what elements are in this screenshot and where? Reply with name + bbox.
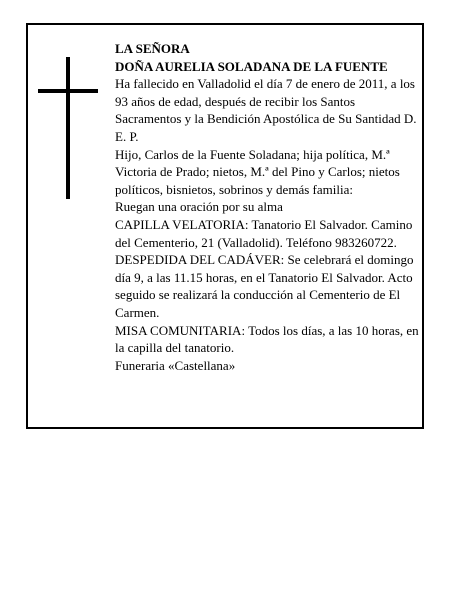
deceased-name: DOÑA AURELIA SOLADANA DE LA FUENTE <box>115 58 388 74</box>
chapel-info: CAPILLA VELATORIA: Tanatorio El Salvador. Camino del Cementerio, 21 (Valladolid). Teléfono 983260722. <box>115 216 413 250</box>
cross-vertical-bar <box>66 57 70 199</box>
obituary-notice <box>26 23 424 429</box>
notice-body <box>115 40 420 374</box>
funeral-home: Funeraria «Castellana» <box>115 357 236 373</box>
notice-title: LA SEÑORA <box>115 41 190 56</box>
farewell-info: DESPEDIDA DEL CADÁVER: Se celebrará el domingo día 9, a las 11.15 horas, en el Tanatorio El Salvador. Acto seguido se realizará la conducción al Cementerio de El Carmen. <box>115 252 414 320</box>
family-list: Hijo, Carlos de la Fuente Soladana; hija política, M.ª Victoria de Prado; nietos, M.ª del Pino y Carlos; nietos políticos, bisnietos, sobrinos y demás familia: <box>115 146 400 197</box>
prayer-request: Ruegan una oración por su alma <box>115 199 283 215</box>
cross-horizontal-bar <box>38 89 98 93</box>
mass-info: MISA COMUNITARIA: Todos los días, a las 10 horas, en la capilla del tanatorio. <box>115 322 419 356</box>
latin-cross-icon <box>38 57 98 199</box>
death-info: Ha fallecido en Valladolid el día 7 de enero de 2011, a los 93 años de edad, después de recibir los Santos Sacramentos y la Bendición Apostólica de Su Santidad D. E. P. <box>115 76 417 144</box>
